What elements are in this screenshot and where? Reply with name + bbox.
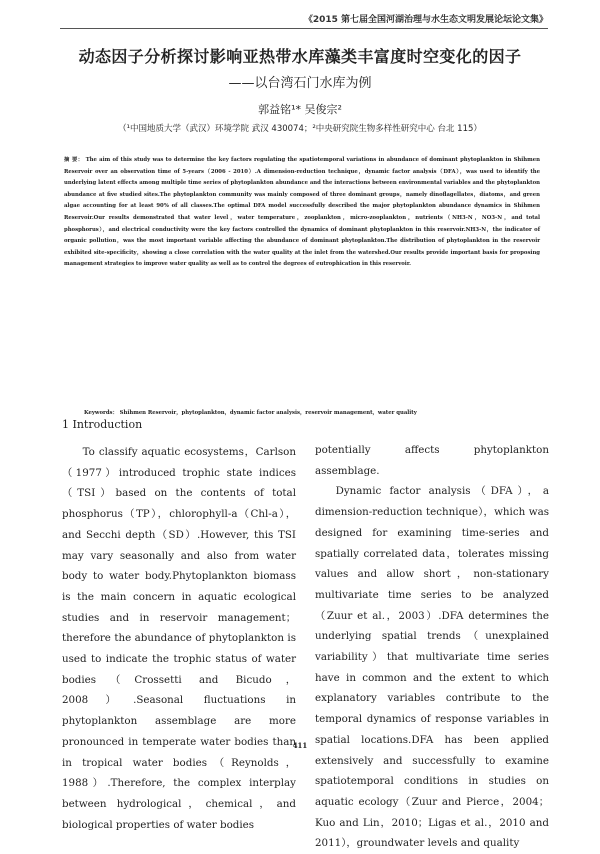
body-paragraph-continued: potentially affects phytoplankton assemblage. (315, 444, 549, 477)
page-number: 411 (292, 741, 308, 750)
keywords-text: Shihmen Reservoir，phytoplankton，dynamic factor analysis，reservoir management，water quality (119, 410, 417, 416)
affiliations: （¹中国地质大学（武汉）环境学院 武汉 430074；²中央研究院生物多样性研究中心 台北 115） (118, 124, 482, 134)
article-subtitle: ——以台湾石门水库为例 (228, 76, 372, 91)
author-list: 郭益铭¹* 吴俊宗² (258, 103, 342, 116)
body-paragraph: Dynamic factor analysis（DFA），a dimension-reduction technique），which was designed for examining time-series and spatially correlated data，tolerates missing values and allow short，non-stationary multivariate time series to be analyzed（Zuur et al.，2003）.DFA determines the underlying spatial trends（unexplained variability）that multivariate time series have in common and the extent to which explanatory variables contribute to the temporal dynamics of response variables in spatial locations.DFA has been applied extensively and successfully to examine spatiotemporal conditions in studies on aquatic ecology（Zuur and Pierce，2004；Kuo and Lin，2010；Ligas et al.，2010 and 2011），groundwater levels and quality (315, 485, 549, 850)
article-title: 动态因子分析探讨影响亚热带水库藻类丰富度时空变化的因子 (78, 47, 522, 66)
keywords-label: Keywords： (84, 410, 118, 416)
abstract-text: The aim of this study was to determine the key factors regulating the spatiotemporal variations in abundance of dominant phytoplankton in Shihmen Reservoir over an observation time of 5-years（2006 - 2010）.A dimension-reduction technique，dynamic factor analysis（DFA），was used to identify the underlying latent effects among multiple time series of phytoplankton abundance and the interactions between environmental variables and the phytoplankton abundance at five studied sites.The phytoplankton community was mainly composed of three dominant groups，namely dinoflagellates，diatoms，and green algae accounting for at least 90% of all classes.The optimal DFA model successfully described the major phytoplankton abundance dynamics in Shihmen Reservoir.Our results demonstrated that water level，water temperature，zooplankton，micro-zooplankton，nutrients（NH3-N，NO3-N，and total phosphorus），and electrical conductivity were the key factors controlled the dynamics of dominant phytoplankton in this reservoir.NH3-N，the indicator of organic pollution，was the most important variable affecting the abundance of dominant phytoplankton.The distribution of phytoplankton in the reservoir exhibited site-specificity，showing a close correlation with the water quality at the inlet from the watershed.Our results provide important basis for proposing management strategies to improve water quality as well as to control the degrees of eutrophication in this reservoir. (64, 157, 540, 268)
running-header: 《2015 第七届全国河湖治理与水生态文明发展论坛论文集》 (303, 15, 548, 25)
header-rule (60, 28, 548, 29)
right-column (315, 440, 549, 854)
section-heading: 1 Introduction (62, 418, 143, 431)
abstract-label: 摘 要： (64, 157, 84, 163)
left-column (62, 418, 296, 835)
body-paragraph: To classify aquatic ecosystems，Carlson（1977）introduced trophic state indices（TSI）based on the contents of total phosphorus（TP），chlorophyll-a（Chl-a），and Secchi depth（SD）.However, this TSI may vary seasonally and also from water body to water body.Phytoplankton biomass is the main concern in aquatic ecological studies and in reservoir management；therefore the abundance of phytoplankton is used to indicate the trophic status of water bodies（Crossetti and Bicudo，2008）.Seasonal fluctuations in phytoplankton assemblage are more pronounced in temperate water bodies than in tropical water bodies（Reynolds，1988）.Therefore, the complex interplay between hydrological，chemical，and biological properties of water bodies (62, 446, 296, 831)
abstract (64, 155, 540, 271)
